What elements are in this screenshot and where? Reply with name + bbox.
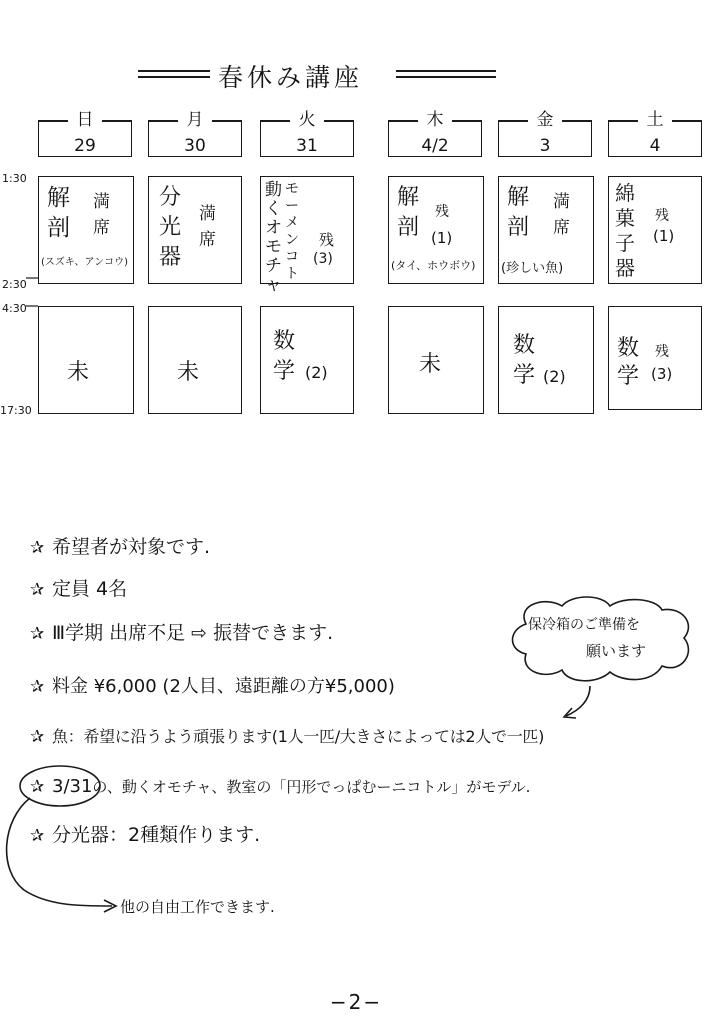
cell-main: 解剖 bbox=[47, 185, 76, 241]
arrow-note: 他の自由工作できます. bbox=[120, 898, 275, 916]
note-text: Ⅲ学期 出席不足 ⇨ 振替できます. bbox=[52, 622, 334, 644]
bubble-arrow-head-icon bbox=[564, 708, 576, 718]
cell-main: 分光器 bbox=[159, 185, 182, 270]
page-number: −2− bbox=[329, 990, 383, 1014]
day-name: 月 bbox=[186, 110, 204, 130]
day-name: 金 bbox=[536, 110, 554, 130]
day-name: 日 bbox=[76, 110, 94, 130]
cell-status: 満席 bbox=[553, 192, 570, 238]
day-name: 火 bbox=[298, 110, 316, 130]
cell-count: (3) bbox=[313, 251, 333, 267]
cell-status: 残 bbox=[435, 204, 449, 220]
cell-count: (2) bbox=[543, 367, 566, 386]
cell-main: 綿菓子器 bbox=[615, 181, 635, 280]
cell-status: 満席 bbox=[93, 192, 110, 238]
cell-status: 残 bbox=[655, 344, 669, 360]
cell-note: (タイ、ホウボウ) bbox=[391, 259, 476, 272]
cell-count: (1) bbox=[653, 227, 675, 245]
cell-count: (3) bbox=[651, 365, 673, 383]
cell-note: (珍しい魚) bbox=[501, 261, 564, 276]
star-icon: ✰ bbox=[30, 777, 45, 797]
time-label: 17:30 bbox=[0, 404, 32, 417]
note-text: 定員 4名 bbox=[52, 578, 128, 600]
note-text: 魚：希望に沿うよう頑張ります(1人一匹/大きさによっては2人で一匹) bbox=[52, 727, 545, 746]
note-text: 分光器：2種類作ります. bbox=[52, 824, 261, 846]
time-label: 4:30 bbox=[2, 302, 27, 315]
day-date: 30 bbox=[184, 136, 206, 156]
star-icon: ✰ bbox=[30, 727, 44, 747]
cell-status: 満席 bbox=[199, 204, 216, 250]
note-text: の、動くオモチャ、教室の「円形でっぱむーニコトル」がモデル. bbox=[92, 778, 531, 796]
star-icon: ✰ bbox=[30, 538, 45, 558]
cell-text: 未 bbox=[177, 360, 200, 385]
cell-text: 未 bbox=[419, 352, 442, 377]
note-text: 料金 ¥6,000 (2人目、遠距離の方¥5,000) bbox=[52, 676, 395, 697]
day-date: 31 bbox=[296, 136, 318, 156]
star-icon: ✰ bbox=[30, 580, 45, 600]
star-icon: ✰ bbox=[30, 624, 45, 644]
time-label: 1:30 bbox=[2, 172, 27, 185]
page-title: 春休み講座 bbox=[218, 63, 364, 92]
cell-main: 数学 bbox=[273, 329, 296, 384]
day-date: 3 bbox=[539, 136, 551, 156]
cell-main: 動くオモチャ bbox=[265, 180, 282, 295]
cell-main: 数学 bbox=[513, 333, 536, 388]
day-name: 土 bbox=[646, 110, 664, 130]
day-date: 4/2 bbox=[421, 136, 449, 156]
cell-status: 残 bbox=[319, 231, 335, 249]
day-date: 4 bbox=[649, 136, 661, 156]
cell-text: 未 bbox=[67, 360, 90, 385]
star-icon: ✰ bbox=[30, 826, 45, 846]
bubble-line-2: 願います bbox=[586, 642, 647, 660]
bubble-line-1: 保冷箱のご準備を bbox=[528, 617, 640, 633]
cell-count: (2) bbox=[305, 363, 328, 382]
note-text: 希望者が対象です. bbox=[52, 536, 211, 558]
time-label: 2:30 bbox=[2, 278, 27, 291]
star-icon: ✰ bbox=[30, 677, 45, 697]
curved-arrow-line bbox=[7, 798, 112, 906]
cell-count: (1) bbox=[431, 229, 453, 247]
cell-main: 解剖 bbox=[507, 185, 530, 240]
day-name: 木 bbox=[426, 110, 444, 130]
date-circle bbox=[20, 766, 100, 806]
cell-status: 残 bbox=[655, 208, 669, 224]
cell-main: 解剖 bbox=[397, 185, 420, 240]
cell-note: (スズキ、アンコウ) bbox=[41, 257, 129, 268]
cell-main: 数学 bbox=[617, 336, 640, 389]
cell-main-2: モーメンコト bbox=[285, 181, 299, 282]
circled-date: 3/31 bbox=[52, 776, 93, 797]
day-date: 29 bbox=[74, 136, 96, 156]
